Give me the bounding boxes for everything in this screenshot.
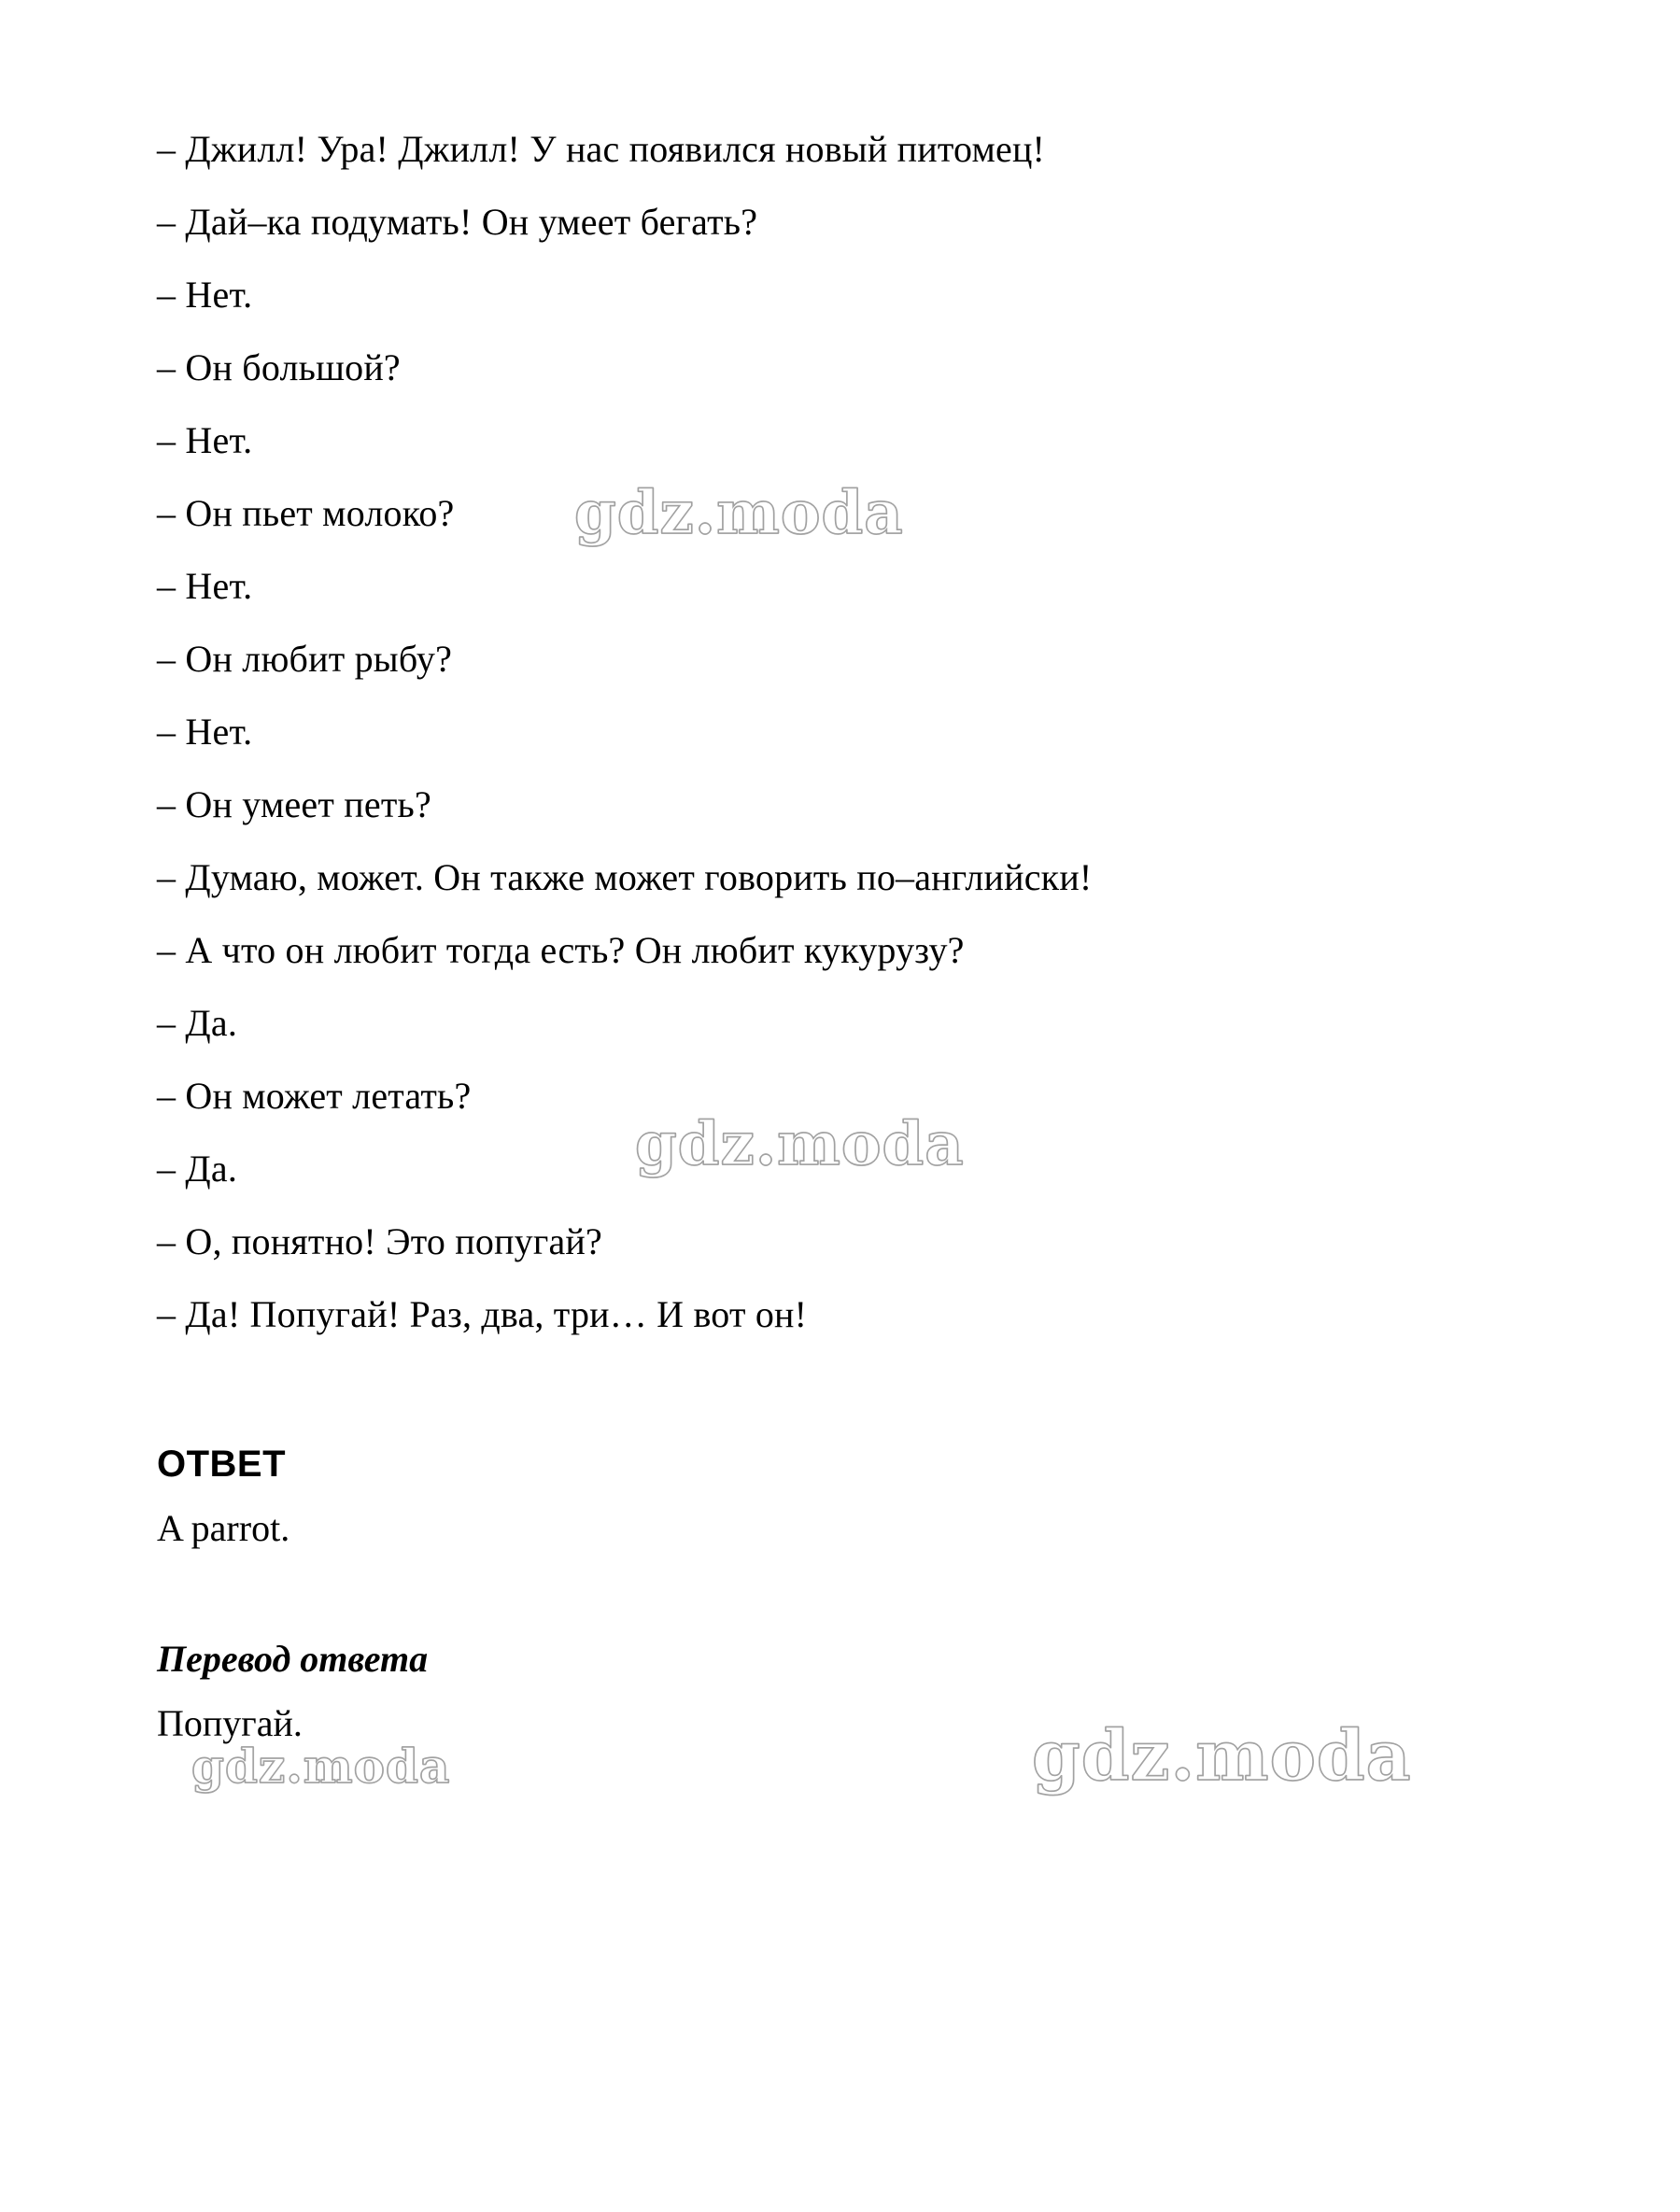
watermark: gdz.moda xyxy=(191,1739,451,1794)
dialogue-line: – Дай–ка подумать! Он умеет бегать? xyxy=(157,201,758,243)
document-content xyxy=(157,128,1539,1744)
dialogue-line: – Он умеет петь? xyxy=(157,783,431,825)
dialogue-line: – Нет. xyxy=(157,419,253,461)
dialogue-line: – Нет. xyxy=(157,565,253,607)
dialogue-line: – Он может летать? xyxy=(157,1075,472,1117)
dialogue-line: – Да. xyxy=(157,1002,238,1044)
watermark: gdz.moda xyxy=(1032,1716,1412,1796)
dialogue-line: – Он пьет молоко? xyxy=(157,492,455,534)
answer-text: A parrot. xyxy=(157,1507,290,1549)
dialogue-line: – Джилл! Ура! Джилл! У нас появился новый питомец! xyxy=(157,128,1046,170)
dialogue-line: – Да. xyxy=(157,1148,238,1190)
dialogue-line: – Думаю, может. Он также может говорить по–английски! xyxy=(157,856,1093,898)
translation-heading: Перевод ответа xyxy=(157,1638,429,1680)
translation-text: Попугай. xyxy=(157,1702,303,1744)
watermark: gdz.moda xyxy=(574,478,904,548)
dialogue-line: – А что он любит тогда есть? Он любит кукурузу? xyxy=(157,929,965,971)
section-spacer xyxy=(157,1369,1539,1444)
dialogue-line: – Да! Попугай! Раз, два, три… И вот он! xyxy=(157,1293,808,1335)
watermark: gdz.moda xyxy=(635,1109,965,1179)
dialogue-line: – Нет. xyxy=(157,711,253,753)
answer-heading: ОТВЕТ xyxy=(157,1444,287,1485)
dialogue-line: – О, понятно! Это попугай? xyxy=(157,1220,602,1262)
dialogue-line: – Он большой? xyxy=(157,346,401,388)
dialogue-line: – Он любит рыбу? xyxy=(157,638,453,680)
dialogue-line: – Нет. xyxy=(157,274,253,316)
